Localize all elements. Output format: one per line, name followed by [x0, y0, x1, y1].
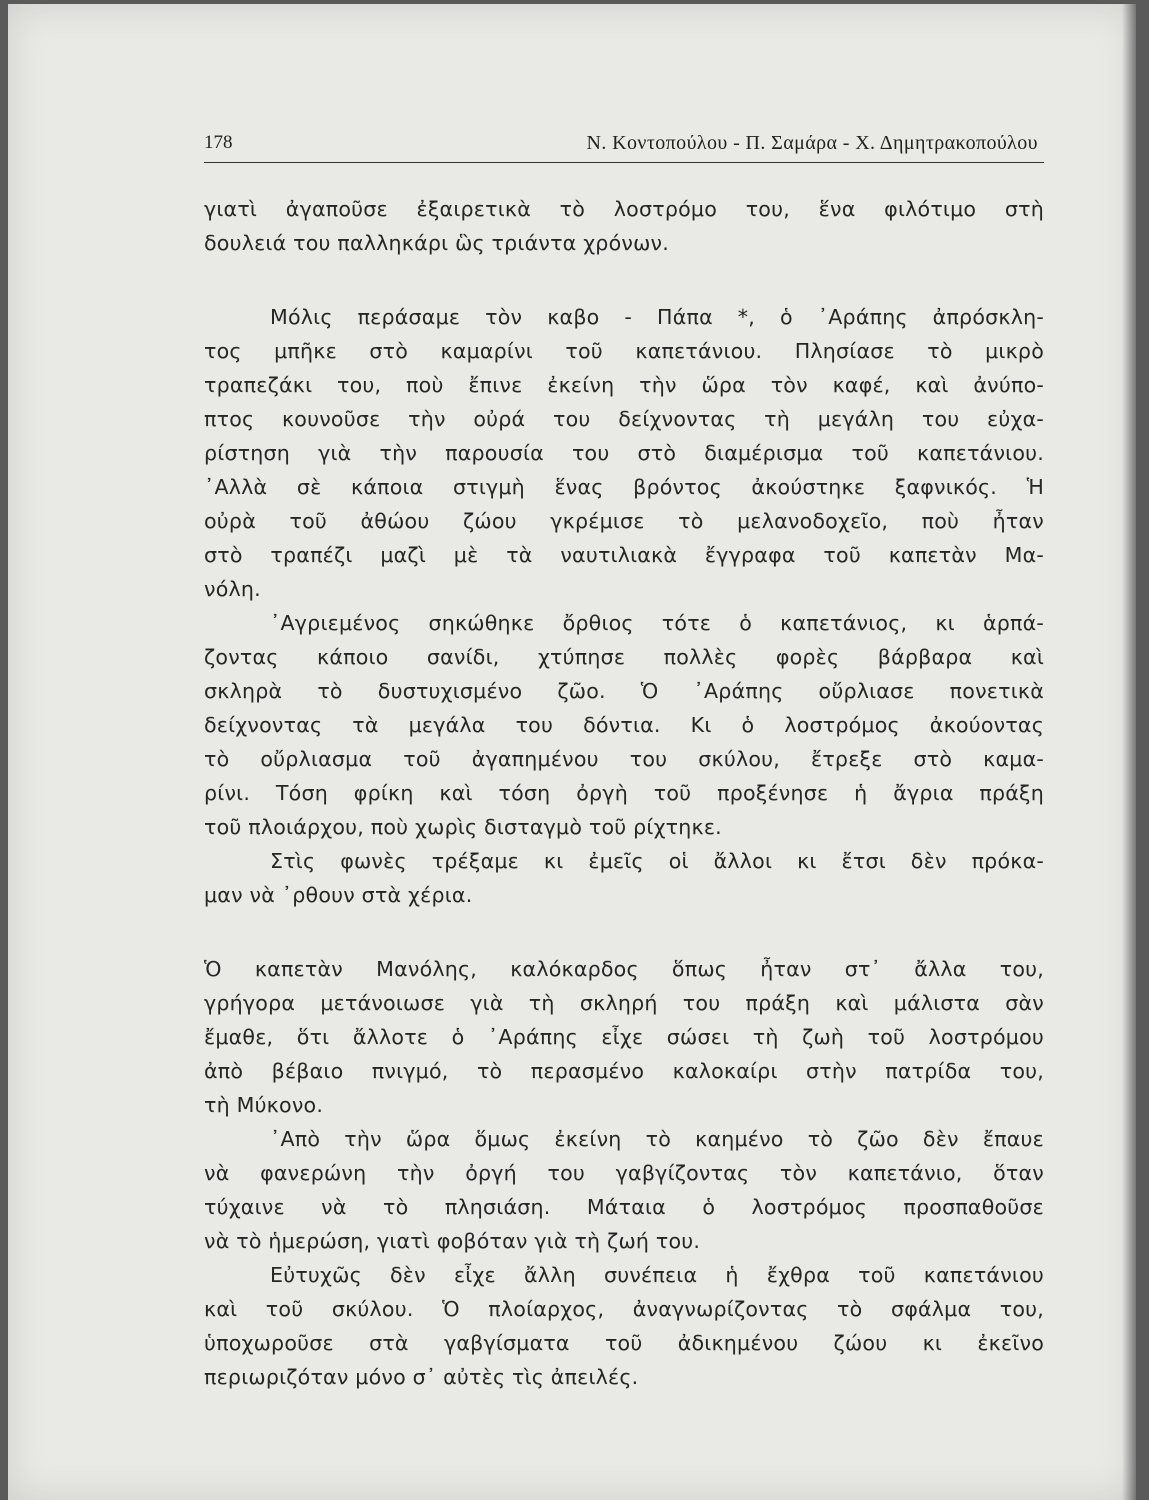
text-line: ὑποχωροῦσε στὰ γαβγίσματα τοῦ ἀδικημένου ζώου κι ἐκεῖνο — [204, 1331, 1044, 1355]
text-line: Στὶς φωνὲς τρέξαμε κι ἐμεῖς οἱ ἄλλοι κι ἔτσι δὲν πρόκα- — [270, 849, 1044, 873]
text-line: ἔμαθε, ὅτι ἄλλοτε ὁ ᾿Αράπης εἶχε σώσει τὴ ζωὴ τοῦ λοστρόμου — [204, 1025, 1044, 1049]
text-line: ζοντας κάποιο σανίδι, χτύπησε πολλὲς φορὲς βάρβαρα καὶ — [204, 645, 1044, 669]
text-line: νὰ τὸ ἡμερώση, γιατὶ φοβόταν γιὰ τὴ ζωή του. — [204, 1229, 701, 1253]
text-line: ᾿Απὸ τὴν ὥρα ὅμως ἐκείνη τὸ καημένο τὸ ζῶο δὲν ἔπαυε — [270, 1127, 1044, 1151]
text-line: σκληρὰ τὸ δυστυχισμένο ζῶο. Ὁ ᾿Αράπης οὔρλιασε πονετικὰ — [204, 679, 1044, 703]
running-title: Ν. Κοντοπούλου - Π. Σαμάρα - Χ. Δημητρακοπούλου — [586, 132, 1038, 154]
text-line: δουλειά του παλληκάρι ὣς τριάντα χρόνων. — [204, 231, 669, 255]
page-header — [204, 132, 1044, 163]
text-line: τὴ Μύκονο. — [204, 1093, 324, 1117]
text-line: δείχνοντας τὰ μεγάλα του δόντια. Κι ὁ λοστρόμος ἀκούοντας — [204, 713, 1044, 737]
page-number: 178 — [204, 132, 233, 153]
text-line: ᾿Αγριεμένος σηκώθηκε ὄρθιος τότε ὁ καπετάνιος, κι ἁρπά- — [270, 611, 1044, 635]
text-line: Ὁ καπετὰν Μανόλης, καλόκαρδος ὅπως ἦταν στ᾿ ἄλλα του, — [204, 957, 1044, 981]
text-line: καὶ τοῦ σκύλου. Ὁ πλοίαρχος, ἀναγνωρίζοντας τὸ σφάλμα του, — [204, 1297, 1044, 1321]
text-line: Εὐτυχῶς δὲν εἶχε ἄλλη συνέπεια ἡ ἔχθρα τοῦ καπετάνιου — [270, 1263, 1044, 1287]
body-text — [204, 192, 1044, 1394]
text-line: γρήγορα μετάνοιωσε γιὰ τὴ σκληρή του πράξη καὶ μάλιστα σὰν — [204, 991, 1044, 1015]
text-line: πτος κουνοῦσε τὴν οὐρά του δείχνοντας τὴ μεγάλη του εὐχα- — [204, 407, 1044, 431]
text-line: ᾿Αλλὰ σὲ κάποια στιγμὴ ἕνας βρόντος ἀκούστηκε ξαφνικός. Ἡ — [204, 475, 1044, 499]
text-line: περιωριζόταν μόνο σ᾿ αὐτὲς τὶς ἀπειλές. — [204, 1365, 639, 1389]
text-line: ρίνι. Τόση φρίκη καὶ τόση ὀργὴ τοῦ προξένησε ἡ ἄγρια πράξη — [204, 781, 1044, 805]
paragraph-gap — [204, 260, 1044, 300]
text-line: τύχαινε νὰ τὸ πλησιάση. Μάταια ὁ λοστρόμος προσπαθοῦσε — [204, 1195, 1044, 1219]
text-line: τὸ οὔρλιασμα τοῦ ἀγαπημένου του σκύλου, ἔτρεξε στὸ καμα- — [204, 747, 1044, 771]
text-line: ἀπὸ βέβαιο πνιγμό, τὸ περασμένο καλοκαίρι στὴν πατρίδα του, — [204, 1059, 1044, 1083]
text-line: στὸ τραπέζι μαζὶ μὲ τὰ ναυτιλιακὰ ἔγγραφα τοῦ καπετὰν Μα- — [204, 543, 1044, 567]
page-edge-shadow — [1122, 4, 1136, 1500]
book-page — [8, 4, 1136, 1500]
paragraph-gap — [204, 912, 1044, 952]
text-line: τραπεζάκι του, ποὺ ἔπινε ἐκείνη τὴν ὥρα τὸν καφέ, καὶ ἀνύπο- — [204, 373, 1044, 397]
text-line: μαν νὰ ᾿ρθουν στὰ χέρια. — [204, 883, 473, 907]
text-line: οὐρὰ τοῦ ἀθώου ζώου γκρέμισε τὸ μελανοδοχεῖο, ποὺ ἦταν — [204, 509, 1044, 533]
text-line: γιατὶ ἀγαποῦσε ἐξαιρετικὰ τὸ λοστρόμο του, ἕνα φιλότιμο στὴ — [204, 197, 1044, 221]
text-line: Μόλις περάσαμε τὸν καβο - Πάπα *, ὁ ᾿Αράπης ἀπρόσκλη- — [270, 305, 1044, 329]
text-line: τοῦ πλοιάρχου, ποὺ χωρὶς δισταγμὸ τοῦ ρίχτηκε. — [204, 815, 722, 839]
text-line: τος μπῆκε στὸ καμαρίνι τοῦ καπετάνιου. Πλησίασε τὸ μικρὸ — [204, 339, 1044, 363]
text-line: ρίστηση γιὰ τὴν παρουσία του στὸ διαμέρισμα τοῦ καπετάνιου. — [204, 441, 1044, 465]
text-line: νόλη. — [204, 577, 261, 601]
text-line: νὰ φανερώνη τὴν ὀργή του γαβγίζοντας τὸν καπετάνιο, ὅταν — [204, 1161, 1044, 1185]
